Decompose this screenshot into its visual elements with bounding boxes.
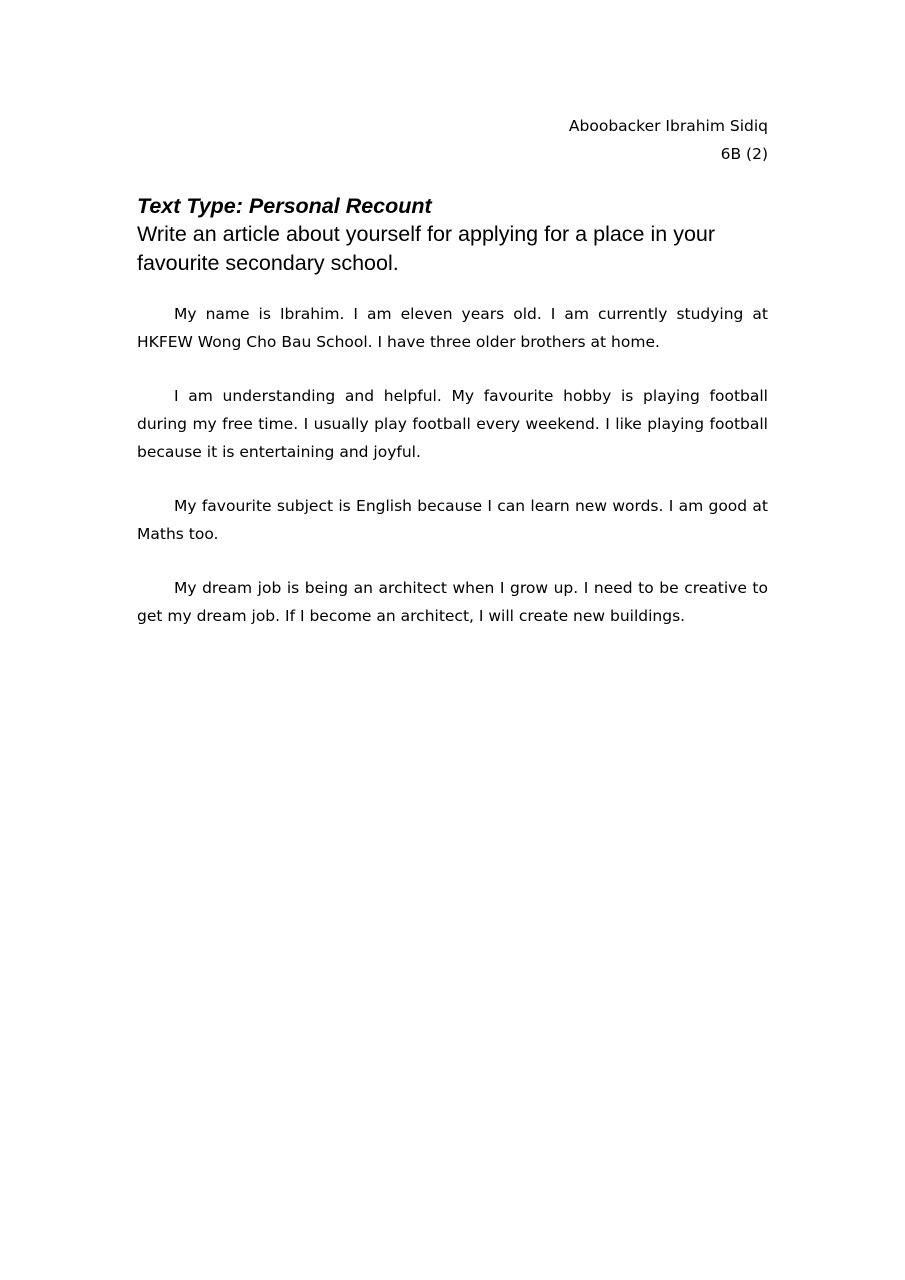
text-type-label: Text Type: Personal Recount [137, 194, 432, 218]
student-name: Aboobacker Ibrahim Sidiq [568, 117, 768, 135]
paragraph-2: I am understanding and helpful. My favourite hobby is playing football during my free time. I usually play football every weekend. I like playing football because it is entertaining and joyful. [137, 387, 768, 461]
class-number: 6B (2) [720, 145, 768, 163]
task-heading [137, 192, 768, 278]
task-prompt: Write an article about yourself for applying for a place in your favourite secondary school. [137, 222, 716, 275]
paragraph-4: My dream job is being an architect when I grow up. I need to be creative to get my dream job. If I become an architect, I will create new buildings. [137, 579, 768, 625]
paragraph-3: My favourite subject is English because I can learn new words. I am good at Maths too. [137, 497, 768, 543]
article-body [137, 300, 768, 656]
student-info [137, 112, 768, 168]
paragraph-1: My name is Ibrahim. I am eleven years old. I am currently studying at HKFEW Wong Cho Bau School. I have three older brothers at home. [137, 305, 768, 351]
